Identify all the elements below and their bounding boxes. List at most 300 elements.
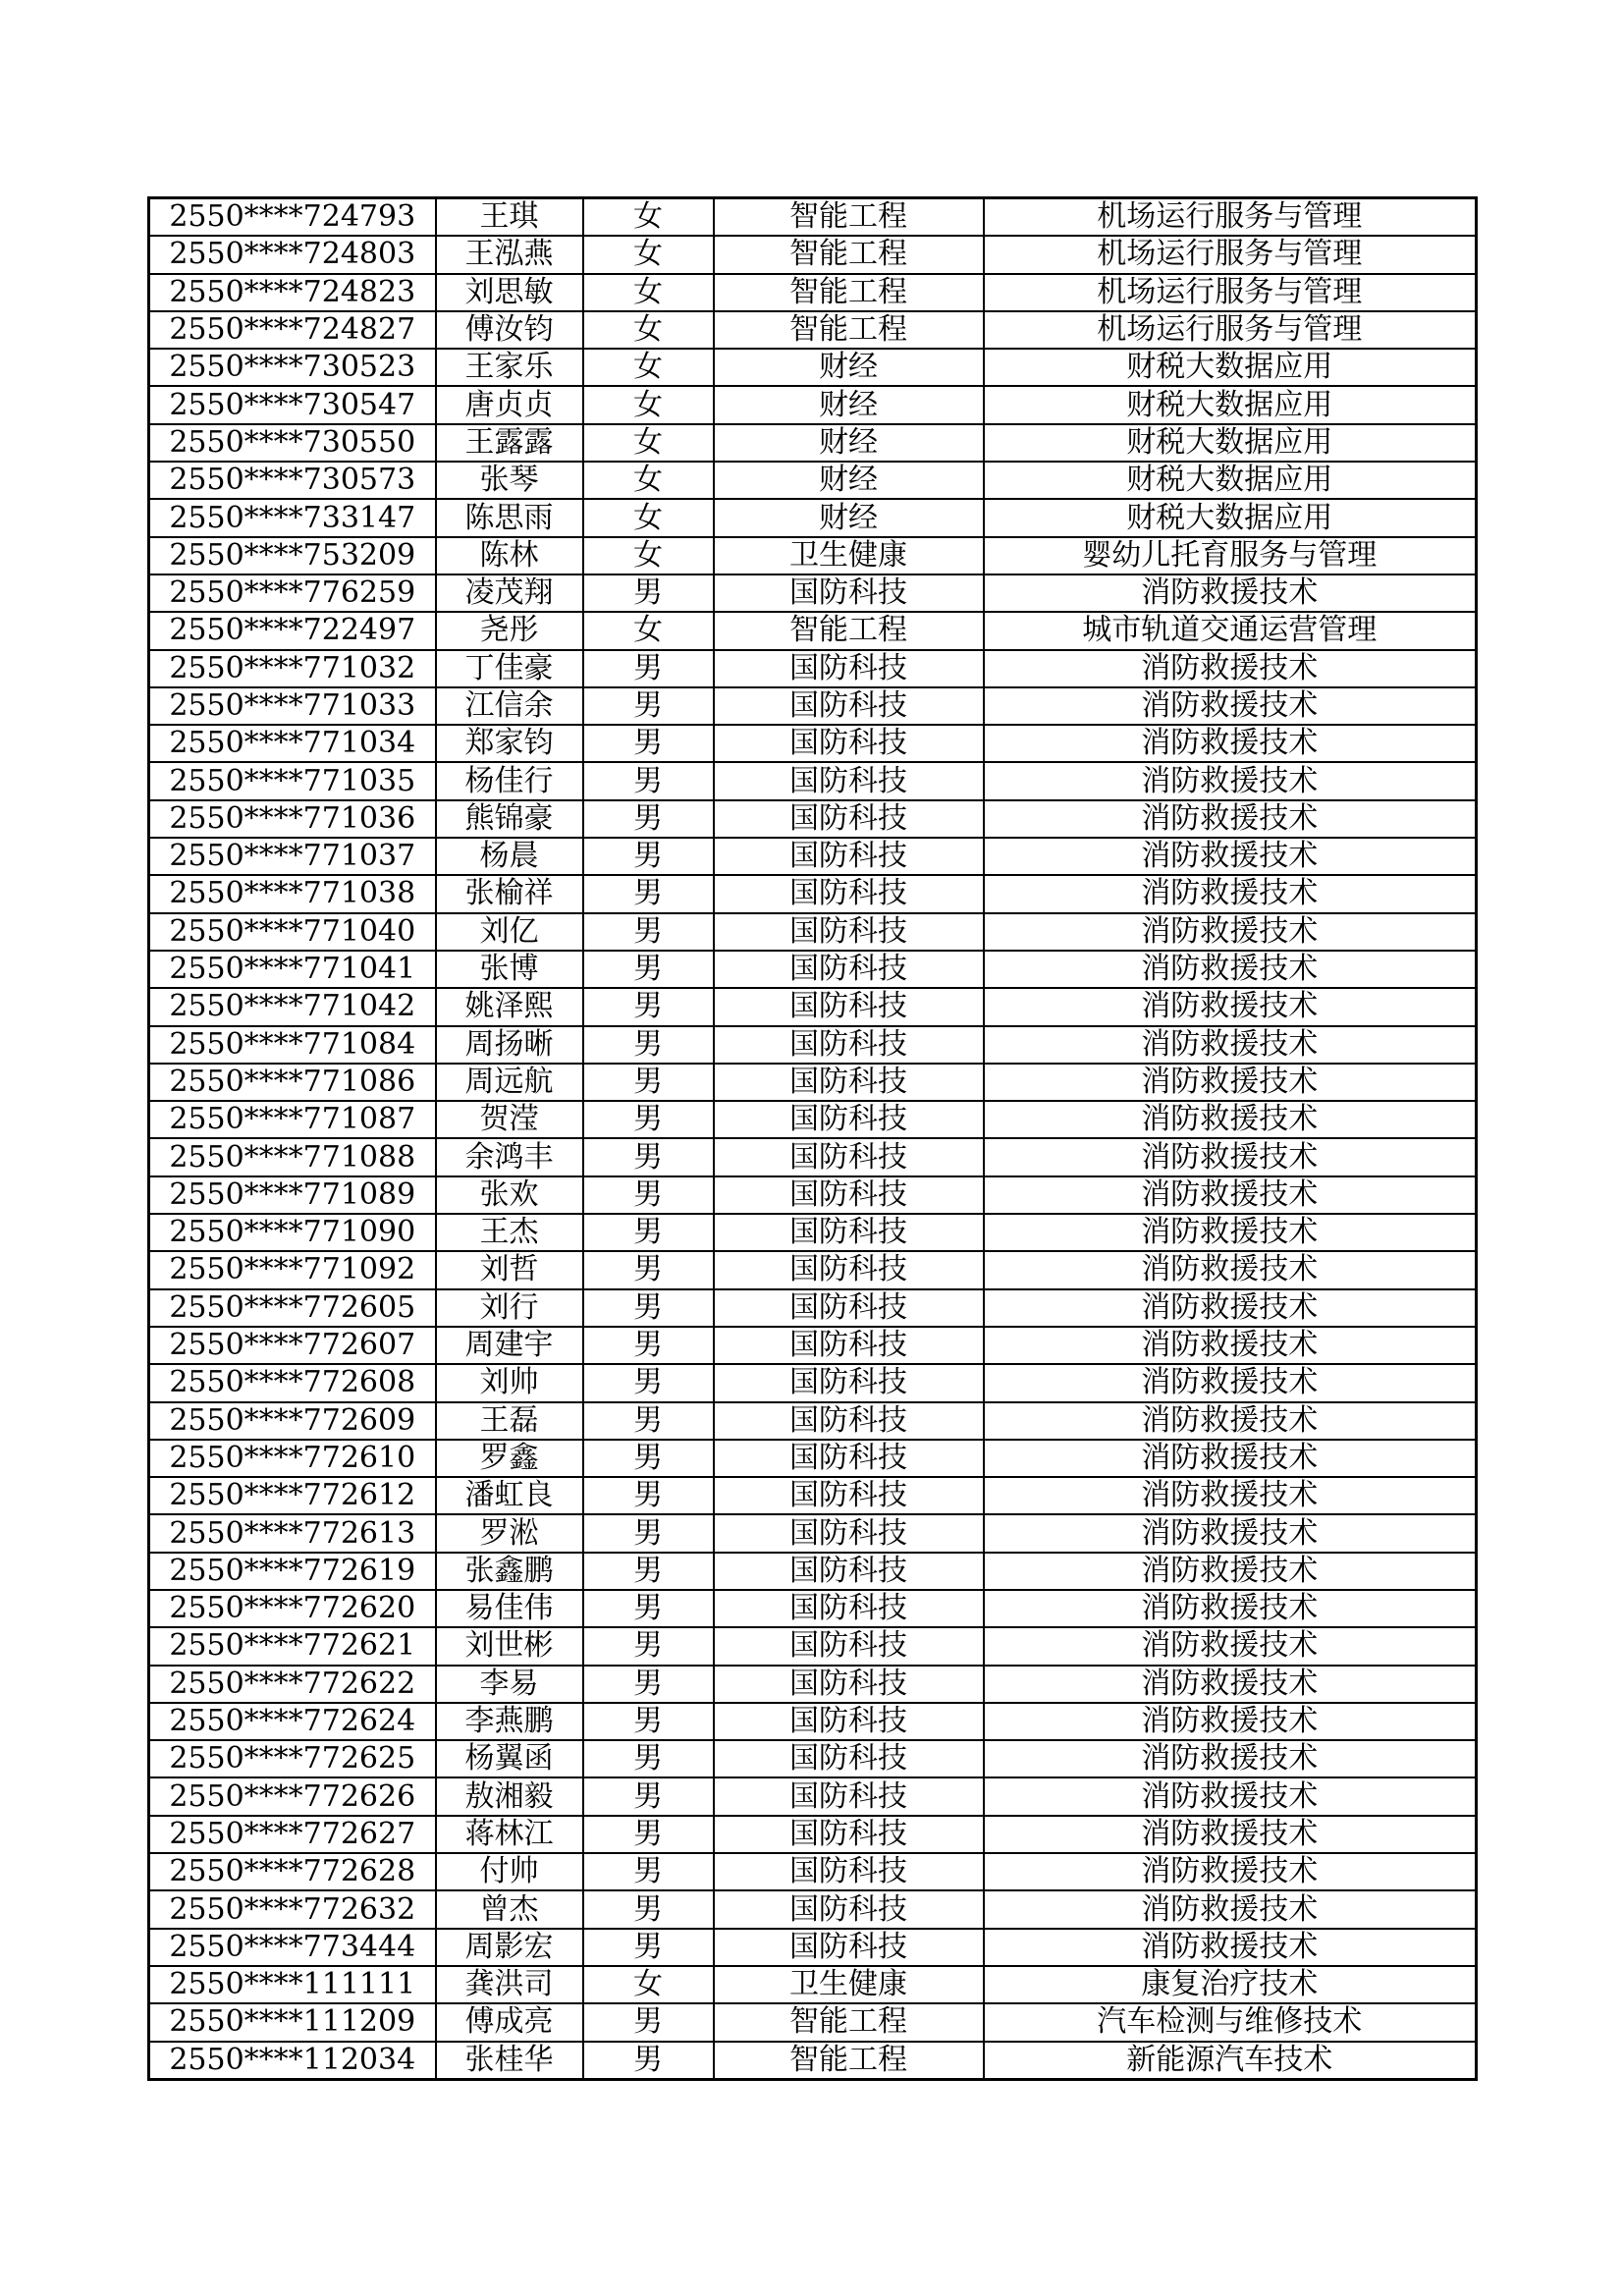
department-cell: 国防科技 [714, 913, 984, 951]
student-id-cell: 2550****776259 [149, 574, 436, 612]
gender-cell: 女 [583, 462, 714, 499]
gender-cell: 男 [583, 762, 714, 799]
major-cell: 消防救援技术 [984, 650, 1477, 687]
department-cell: 卫生健康 [714, 1966, 984, 2003]
student-name-cell: 张欢 [436, 1176, 583, 1214]
department-cell: 国防科技 [714, 838, 984, 875]
gender-cell: 男 [583, 1176, 714, 1214]
major-cell: 消防救援技术 [984, 951, 1477, 988]
major-cell: 财税大数据应用 [984, 386, 1477, 423]
student-name-cell: 张鑫鹏 [436, 1553, 583, 1590]
table-row [149, 1514, 1477, 1552]
department-cell: 国防科技 [714, 1440, 984, 1477]
gender-cell: 男 [583, 988, 714, 1025]
department-cell: 国防科技 [714, 650, 984, 687]
table-row [149, 1440, 1477, 1477]
table-row [149, 612, 1477, 649]
student-name-cell: 王磊 [436, 1402, 583, 1440]
department-cell: 财经 [714, 499, 984, 536]
major-cell: 消防救援技术 [984, 1364, 1477, 1401]
student-name-cell: 刘亿 [436, 913, 583, 951]
table-row [149, 198, 1477, 237]
student-name-cell: 唐贞贞 [436, 386, 583, 423]
student-name-cell: 陈林 [436, 537, 583, 574]
table-row [149, 1740, 1477, 1777]
student-name-cell: 张桂华 [436, 2042, 583, 2080]
student-name-cell: 潘虹良 [436, 1477, 583, 1514]
gender-cell: 男 [583, 838, 714, 875]
department-cell: 国防科技 [714, 1514, 984, 1552]
table-row [149, 1777, 1477, 1815]
student-name-cell: 李燕鹏 [436, 1703, 583, 1740]
department-cell: 国防科技 [714, 1402, 984, 1440]
student-name-cell: 王家乐 [436, 349, 583, 386]
department-cell: 国防科技 [714, 1740, 984, 1777]
department-cell: 财经 [714, 424, 984, 462]
student-id-cell: 2550****771089 [149, 1176, 436, 1214]
department-cell: 国防科技 [714, 1138, 984, 1175]
table-row [149, 988, 1477, 1025]
table-row [149, 1289, 1477, 1327]
student-id-cell: 2550****772619 [149, 1553, 436, 1590]
gender-cell: 男 [583, 1064, 714, 1101]
student-id-cell: 2550****771032 [149, 650, 436, 687]
major-cell: 消防救援技术 [984, 1064, 1477, 1101]
student-name-cell: 罗淞 [436, 1514, 583, 1552]
major-cell: 财税大数据应用 [984, 499, 1477, 536]
major-cell: 消防救援技术 [984, 1666, 1477, 1703]
major-cell: 消防救援技术 [984, 1703, 1477, 1740]
department-cell: 国防科技 [714, 1477, 984, 1514]
student-name-cell: 刘哲 [436, 1251, 583, 1288]
student-name-cell: 刘思敏 [436, 274, 583, 311]
student-id-cell: 2550****772628 [149, 1853, 436, 1890]
major-cell: 机场运行服务与管理 [984, 236, 1477, 273]
table-row [149, 537, 1477, 574]
major-cell: 消防救援技术 [984, 1214, 1477, 1251]
gender-cell: 男 [583, 1590, 714, 1627]
major-cell: 消防救援技术 [984, 875, 1477, 912]
student-name-cell: 周远航 [436, 1064, 583, 1101]
department-cell: 国防科技 [714, 1816, 984, 1853]
table-row [149, 2042, 1477, 2080]
student-name-cell: 付帅 [436, 1853, 583, 1890]
student-id-cell: 2550****112034 [149, 2042, 436, 2080]
gender-cell: 男 [583, 1929, 714, 1966]
major-cell: 消防救援技术 [984, 913, 1477, 951]
department-cell: 国防科技 [714, 687, 984, 725]
student-id-cell: 2550****724793 [149, 198, 436, 237]
department-cell: 国防科技 [714, 1929, 984, 1966]
table-row [149, 875, 1477, 912]
student-id-cell: 2550****772627 [149, 1816, 436, 1853]
gender-cell: 男 [583, 1703, 714, 1740]
department-cell: 智能工程 [714, 311, 984, 349]
department-cell: 智能工程 [714, 2003, 984, 2041]
gender-cell: 女 [583, 537, 714, 574]
student-name-cell: 杨佳行 [436, 762, 583, 799]
major-cell: 消防救援技术 [984, 1289, 1477, 1327]
student-name-cell: 王杰 [436, 1214, 583, 1251]
major-cell: 消防救援技术 [984, 687, 1477, 725]
student-id-cell: 2550****771090 [149, 1214, 436, 1251]
table-row [149, 1853, 1477, 1890]
department-cell: 国防科技 [714, 1553, 984, 1590]
major-cell: 康复治疗技术 [984, 1966, 1477, 2003]
gender-cell: 男 [583, 800, 714, 838]
table-row [149, 951, 1477, 988]
department-cell: 国防科技 [714, 875, 984, 912]
table-row [149, 725, 1477, 762]
table-row [149, 1666, 1477, 1703]
major-cell: 消防救援技术 [984, 1627, 1477, 1665]
major-cell: 机场运行服务与管理 [984, 274, 1477, 311]
table-row [149, 1327, 1477, 1364]
student-name-cell: 张博 [436, 951, 583, 988]
table-row [149, 424, 1477, 462]
roster-body [149, 198, 1477, 2080]
student-id-cell: 2550****771038 [149, 875, 436, 912]
major-cell: 消防救援技术 [984, 1477, 1477, 1514]
department-cell: 国防科技 [714, 762, 984, 799]
student-id-cell: 2550****772632 [149, 1890, 436, 1928]
major-cell: 城市轨道交通运营管理 [984, 612, 1477, 649]
student-id-cell: 2550****730550 [149, 424, 436, 462]
student-id-cell: 2550****773444 [149, 1929, 436, 1966]
department-cell: 财经 [714, 349, 984, 386]
student-id-cell: 2550****771042 [149, 988, 436, 1025]
gender-cell: 男 [583, 1553, 714, 1590]
student-id-cell: 2550****771040 [149, 913, 436, 951]
table-row [149, 349, 1477, 386]
student-name-cell: 杨晨 [436, 838, 583, 875]
student-name-cell: 陈思雨 [436, 499, 583, 536]
table-row [149, 236, 1477, 273]
department-cell: 财经 [714, 386, 984, 423]
department-cell: 国防科技 [714, 725, 984, 762]
student-id-cell: 2550****771041 [149, 951, 436, 988]
student-id-cell: 2550****722497 [149, 612, 436, 649]
department-cell: 国防科技 [714, 951, 984, 988]
student-name-cell: 傅汝钧 [436, 311, 583, 349]
student-id-cell: 2550****724827 [149, 311, 436, 349]
table-row [149, 650, 1477, 687]
department-cell: 智能工程 [714, 2042, 984, 2080]
gender-cell: 男 [583, 687, 714, 725]
major-cell: 财税大数据应用 [984, 349, 1477, 386]
department-cell: 国防科技 [714, 1853, 984, 1890]
table-row [149, 1402, 1477, 1440]
major-cell: 汽车检测与维修技术 [984, 2003, 1477, 2041]
major-cell: 消防救援技术 [984, 1327, 1477, 1364]
student-id-cell: 2550****111111 [149, 1966, 436, 2003]
table-row [149, 800, 1477, 838]
department-cell: 智能工程 [714, 236, 984, 273]
major-cell: 消防救援技术 [984, 1176, 1477, 1214]
table-row [149, 838, 1477, 875]
student-id-cell: 2550****772622 [149, 1666, 436, 1703]
student-id-cell: 2550****724823 [149, 274, 436, 311]
student-id-cell: 2550****771088 [149, 1138, 436, 1175]
major-cell: 消防救援技术 [984, 1251, 1477, 1288]
department-cell: 国防科技 [714, 1703, 984, 1740]
table-row [149, 1703, 1477, 1740]
gender-cell: 女 [583, 612, 714, 649]
major-cell: 机场运行服务与管理 [984, 311, 1477, 349]
student-name-cell: 杨翼函 [436, 1740, 583, 1777]
gender-cell: 男 [583, 951, 714, 988]
department-cell: 国防科技 [714, 1176, 984, 1214]
gender-cell: 男 [583, 1666, 714, 1703]
gender-cell: 女 [583, 349, 714, 386]
major-cell: 消防救援技术 [984, 1740, 1477, 1777]
table-row [149, 1816, 1477, 1853]
department-cell: 国防科技 [714, 1666, 984, 1703]
department-cell: 国防科技 [714, 1026, 984, 1064]
major-cell: 消防救援技术 [984, 1402, 1477, 1440]
table-row [149, 2003, 1477, 2041]
gender-cell: 男 [583, 913, 714, 951]
major-cell: 新能源汽车技术 [984, 2042, 1477, 2080]
student-name-cell: 郑家钧 [436, 725, 583, 762]
gender-cell: 男 [583, 1101, 714, 1138]
department-cell: 智能工程 [714, 612, 984, 649]
student-id-cell: 2550****733147 [149, 499, 436, 536]
table-row [149, 1627, 1477, 1665]
student-name-cell: 傅成亮 [436, 2003, 583, 2041]
department-cell: 财经 [714, 462, 984, 499]
gender-cell: 女 [583, 386, 714, 423]
department-cell: 国防科技 [714, 574, 984, 612]
department-cell: 国防科技 [714, 1364, 984, 1401]
student-name-cell: 刘行 [436, 1289, 583, 1327]
student-name-cell: 姚泽熙 [436, 988, 583, 1025]
student-name-cell: 熊锦豪 [436, 800, 583, 838]
student-name-cell: 王泓燕 [436, 236, 583, 273]
student-id-cell: 2550****772610 [149, 1440, 436, 1477]
student-id-cell: 2550****772624 [149, 1703, 436, 1740]
gender-cell: 男 [583, 725, 714, 762]
gender-cell: 男 [583, 1138, 714, 1175]
major-cell: 消防救援技术 [984, 1440, 1477, 1477]
major-cell: 财税大数据应用 [984, 424, 1477, 462]
department-cell: 卫生健康 [714, 537, 984, 574]
student-id-cell: 2550****772613 [149, 1514, 436, 1552]
gender-cell: 男 [583, 1327, 714, 1364]
student-name-cell: 周影宏 [436, 1929, 583, 1966]
table-row [149, 1553, 1477, 1590]
gender-cell: 男 [583, 1477, 714, 1514]
department-cell: 智能工程 [714, 274, 984, 311]
student-name-cell: 李易 [436, 1666, 583, 1703]
department-cell: 智能工程 [714, 198, 984, 237]
gender-cell: 男 [583, 1026, 714, 1064]
gender-cell: 男 [583, 1214, 714, 1251]
table-row [149, 386, 1477, 423]
major-cell: 消防救援技术 [984, 1590, 1477, 1627]
gender-cell: 男 [583, 1440, 714, 1477]
student-id-cell: 2550****772626 [149, 1777, 436, 1815]
student-name-cell: 丁佳豪 [436, 650, 583, 687]
gender-cell: 男 [583, 1853, 714, 1890]
department-cell: 国防科技 [714, 1890, 984, 1928]
student-name-cell: 刘帅 [436, 1364, 583, 1401]
table-row [149, 1590, 1477, 1627]
gender-cell: 男 [583, 1364, 714, 1401]
gender-cell: 女 [583, 198, 714, 237]
gender-cell: 男 [583, 2003, 714, 2041]
table-row [149, 311, 1477, 349]
student-name-cell: 余鸿丰 [436, 1138, 583, 1175]
major-cell: 机场运行服务与管理 [984, 198, 1477, 237]
gender-cell: 女 [583, 236, 714, 273]
department-cell: 国防科技 [714, 1327, 984, 1364]
department-cell: 国防科技 [714, 1214, 984, 1251]
gender-cell: 女 [583, 311, 714, 349]
table-row [149, 462, 1477, 499]
student-name-cell: 王露露 [436, 424, 583, 462]
student-name-cell: 张榆祥 [436, 875, 583, 912]
major-cell: 消防救援技术 [984, 1890, 1477, 1928]
gender-cell: 男 [583, 1251, 714, 1288]
major-cell: 消防救援技术 [984, 1514, 1477, 1552]
gender-cell: 男 [583, 875, 714, 912]
student-id-cell: 2550****771092 [149, 1251, 436, 1288]
student-id-cell: 2550****771087 [149, 1101, 436, 1138]
gender-cell: 男 [583, 1816, 714, 1853]
table-row [149, 574, 1477, 612]
table-row [149, 1890, 1477, 1928]
student-id-cell: 2550****771086 [149, 1064, 436, 1101]
gender-cell: 男 [583, 1514, 714, 1552]
student-name-cell: 张琴 [436, 462, 583, 499]
student-id-cell: 2550****724803 [149, 236, 436, 273]
gender-cell: 男 [583, 1777, 714, 1815]
student-id-cell: 2550****772608 [149, 1364, 436, 1401]
table-row [149, 1138, 1477, 1175]
student-id-cell: 2550****730547 [149, 386, 436, 423]
gender-cell: 男 [583, 1289, 714, 1327]
student-id-cell: 2550****730573 [149, 462, 436, 499]
student-id-cell: 2550****111209 [149, 2003, 436, 2041]
major-cell: 消防救援技术 [984, 800, 1477, 838]
student-name-cell: 敖湘毅 [436, 1777, 583, 1815]
major-cell: 消防救援技术 [984, 1101, 1477, 1138]
table-row [149, 913, 1477, 951]
major-cell: 消防救援技术 [984, 1553, 1477, 1590]
table-row [149, 499, 1477, 536]
major-cell: 消防救援技术 [984, 1026, 1477, 1064]
department-cell: 国防科技 [714, 1289, 984, 1327]
department-cell: 国防科技 [714, 1777, 984, 1815]
gender-cell: 女 [583, 499, 714, 536]
student-id-cell: 2550****772605 [149, 1289, 436, 1327]
department-cell: 国防科技 [714, 800, 984, 838]
major-cell: 消防救援技术 [984, 725, 1477, 762]
gender-cell: 男 [583, 1627, 714, 1665]
major-cell: 消防救援技术 [984, 1777, 1477, 1815]
student-name-cell: 凌茂翔 [436, 574, 583, 612]
gender-cell: 女 [583, 424, 714, 462]
student-id-cell: 2550****772607 [149, 1327, 436, 1364]
table-row [149, 274, 1477, 311]
major-cell: 消防救援技术 [984, 1816, 1477, 1853]
table-row [149, 1966, 1477, 2003]
student-name-cell: 尧彤 [436, 612, 583, 649]
table-row [149, 1214, 1477, 1251]
table-row [149, 1176, 1477, 1214]
table-row [149, 1064, 1477, 1101]
student-name-cell: 王琪 [436, 198, 583, 237]
major-cell: 消防救援技术 [984, 988, 1477, 1025]
student-id-cell: 2550****772621 [149, 1627, 436, 1665]
gender-cell: 男 [583, 2042, 714, 2080]
gender-cell: 男 [583, 650, 714, 687]
student-id-cell: 2550****771033 [149, 687, 436, 725]
student-id-cell: 2550****772612 [149, 1477, 436, 1514]
student-name-cell: 罗鑫 [436, 1440, 583, 1477]
student-name-cell: 龚洪司 [436, 1966, 583, 2003]
major-cell: 消防救援技术 [984, 574, 1477, 612]
gender-cell: 女 [583, 1966, 714, 2003]
student-id-cell: 2550****730523 [149, 349, 436, 386]
major-cell: 消防救援技术 [984, 1929, 1477, 1966]
student-name-cell: 蒋林江 [436, 1816, 583, 1853]
student-id-cell: 2550****771036 [149, 800, 436, 838]
table-row [149, 762, 1477, 799]
student-id-cell: 2550****771035 [149, 762, 436, 799]
table-row [149, 1477, 1477, 1514]
student-name-cell: 江信余 [436, 687, 583, 725]
major-cell: 消防救援技术 [984, 1138, 1477, 1175]
student-roster-table [147, 196, 1478, 2081]
major-cell: 消防救援技术 [984, 1853, 1477, 1890]
student-name-cell: 刘世彬 [436, 1627, 583, 1665]
department-cell: 国防科技 [714, 1101, 984, 1138]
table-row [149, 1101, 1477, 1138]
major-cell: 婴幼儿托育服务与管理 [984, 537, 1477, 574]
gender-cell: 男 [583, 1402, 714, 1440]
student-id-cell: 2550****771034 [149, 725, 436, 762]
student-name-cell: 周建宇 [436, 1327, 583, 1364]
student-id-cell: 2550****771037 [149, 838, 436, 875]
department-cell: 国防科技 [714, 1627, 984, 1665]
gender-cell: 男 [583, 1890, 714, 1928]
department-cell: 国防科技 [714, 1064, 984, 1101]
student-id-cell: 2550****753209 [149, 537, 436, 574]
gender-cell: 男 [583, 1740, 714, 1777]
student-name-cell: 周扬晰 [436, 1026, 583, 1064]
department-cell: 国防科技 [714, 1251, 984, 1288]
student-id-cell: 2550****772620 [149, 1590, 436, 1627]
student-name-cell: 贺滢 [436, 1101, 583, 1138]
major-cell: 财税大数据应用 [984, 462, 1477, 499]
student-id-cell: 2550****772609 [149, 1402, 436, 1440]
department-cell: 国防科技 [714, 1590, 984, 1627]
student-name-cell: 易佳伟 [436, 1590, 583, 1627]
table-row [149, 1364, 1477, 1401]
student-id-cell: 2550****772625 [149, 1740, 436, 1777]
major-cell: 消防救援技术 [984, 838, 1477, 875]
student-id-cell: 2550****771084 [149, 1026, 436, 1064]
table-row [149, 1251, 1477, 1288]
major-cell: 消防救援技术 [984, 762, 1477, 799]
department-cell: 国防科技 [714, 988, 984, 1025]
table-row [149, 1026, 1477, 1064]
table-row [149, 687, 1477, 725]
student-name-cell: 曾杰 [436, 1890, 583, 1928]
table-row [149, 1929, 1477, 1966]
